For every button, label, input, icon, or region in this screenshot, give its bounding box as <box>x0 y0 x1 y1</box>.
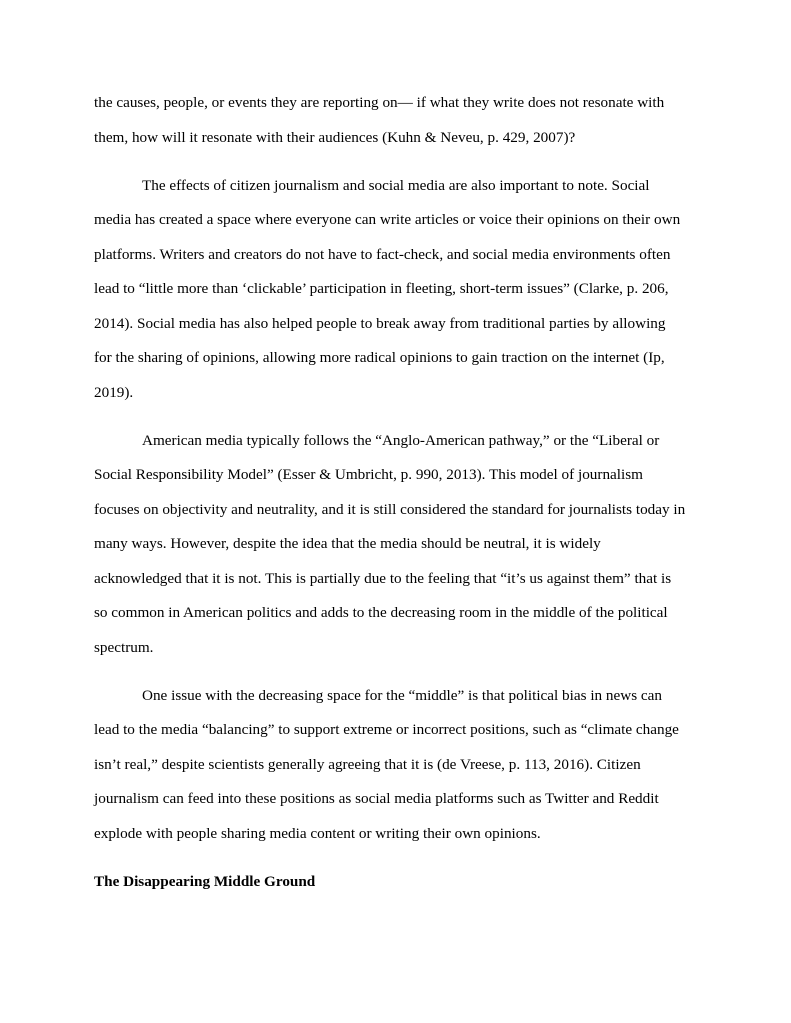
text-line: American media typically follows the “Anglo-American pathway,” or the “Liberal or <box>142 432 660 449</box>
text-line: One issue with the decreasing space for the “middle” is that political bias in news can <box>142 687 663 704</box>
text-line: isn’t real,” despite scientists generally agreeing that it is (de Vreese, p. 113, 2016). Citizen <box>94 756 641 773</box>
text-line: media has created a space where everyone can write articles or voice their opinions on their own <box>94 211 681 228</box>
text-line: for the sharing of opinions, allowing more radical opinions to gain traction on the internet (Ip, <box>94 349 665 366</box>
text-line: lead to the media “balancing” to support extreme or incorrect positions, such as “climate change <box>94 721 679 738</box>
section-heading: The Disappearing Middle Ground <box>94 873 316 890</box>
text-line: focuses on objectivity and neutrality, and it is still considered the standard for journalists today in <box>94 501 686 518</box>
text-line: platforms. Writers and creators do not have to fact-check, and social media environments often <box>94 246 671 263</box>
text-line: them, how will it resonate with their audiences (Kuhn & Neveu, p. 429, 2007)? <box>94 129 576 146</box>
text-line: the causes, people, or events they are reporting on— if what they write does not resonate with <box>94 94 665 111</box>
text-line: lead to “little more than ‘clickable’ participation in fleeting, short-term issues” (Clarke, p. 206, <box>94 280 669 297</box>
text-line: so common in American politics and adds to the decreasing room in the middle of the political <box>94 604 668 621</box>
text-line: spectrum. <box>94 639 154 656</box>
text-line: 2014). Social media has also helped people to break away from traditional parties by allowing <box>94 315 666 332</box>
text-line: Social Responsibility Model” (Esser & Umbricht, p. 990, 2013). This model of journalism <box>94 466 643 483</box>
text-line: explode with people sharing media content or writing their own opinions. <box>94 825 541 842</box>
text-line: acknowledged that it is not. This is partially due to the feeling that “it’s us against them” that is <box>94 570 672 587</box>
text-line: many ways. However, despite the idea that the media should be neutral, it is widely <box>94 535 601 552</box>
text-line: 2019). <box>94 384 134 401</box>
text-line: journalism can feed into these positions as social media platforms such as Twitter and Reddit <box>94 790 659 807</box>
text-line: The effects of citizen journalism and social media are also important to note. Social <box>142 177 650 194</box>
